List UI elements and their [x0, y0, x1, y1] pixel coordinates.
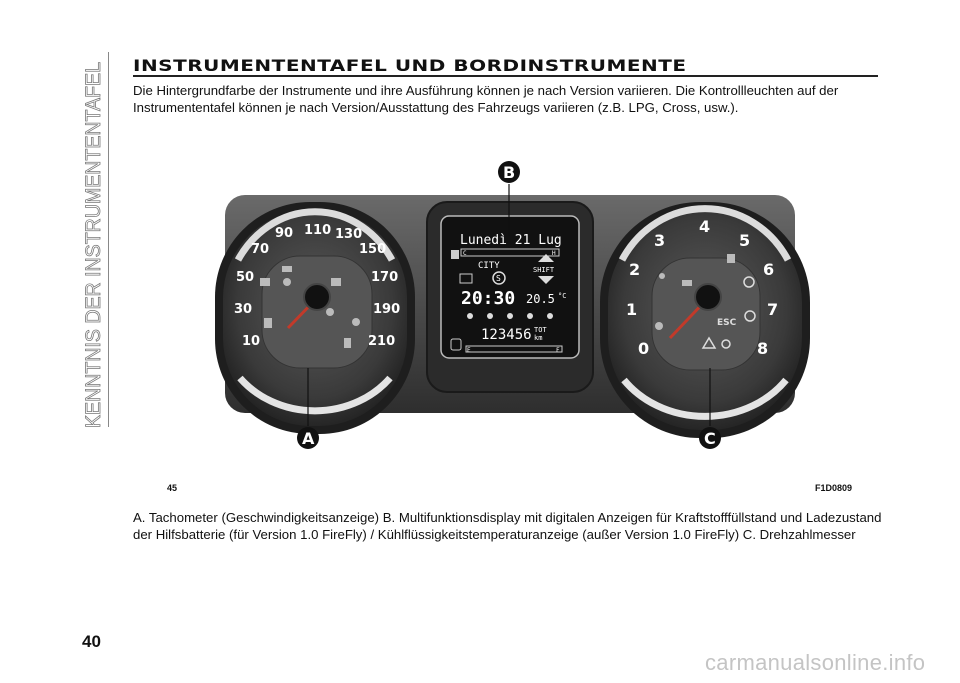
temp-gauge-low: C	[463, 250, 467, 257]
door-open-icon	[727, 254, 735, 263]
rpm-label-6: 6	[763, 260, 775, 279]
rpm-label-5: 5	[739, 231, 751, 250]
speedometer	[215, 202, 415, 434]
seat-belt-3-icon	[507, 313, 513, 319]
intro-paragraph: Die Hintergrundfarbe der Instrumente und ihre Ausführung können je nach Version variieren. Die Kontrollleuchten auf der Instrumententafel können je nach Version/Ausstattung des Fahrzeugs variieren (z.B. LPG, Cross, usw.).	[133, 83, 839, 115]
fuel-gauge-high: F	[556, 347, 560, 354]
page-heading: INSTRUMENTENTAFEL UND BORDINSTRUMENTE	[133, 56, 687, 75]
esc-icon: ESC	[717, 318, 737, 328]
odometer-label-bottom: km	[534, 334, 543, 342]
s-badge-label: S	[496, 274, 501, 283]
seat-belt-4-icon	[527, 313, 533, 319]
svg-text:A: A	[302, 429, 315, 448]
speed-label-210: 210	[368, 334, 396, 349]
fuel-gauge-low: E	[467, 347, 471, 354]
display-odometer: 123456	[481, 327, 532, 343]
figure-code: F1D0809	[815, 483, 853, 493]
display-temp-unit: °C	[558, 292, 567, 300]
display-temperature: 20.5	[526, 292, 555, 306]
rpm-label-1: 1	[626, 300, 638, 319]
svg-text:C: C	[704, 429, 716, 448]
battery-icon	[682, 280, 692, 286]
oil-pressure-icon	[659, 273, 665, 279]
esp-off-icon	[264, 318, 272, 328]
instrument-cluster-figure	[160, 150, 860, 480]
display-time: 20:30	[461, 288, 516, 309]
speed-label-170: 170	[371, 270, 399, 285]
shift-label: SHIFT	[533, 266, 555, 274]
speed-label-90: 90	[275, 226, 294, 241]
side-divider	[108, 52, 109, 427]
temp-gauge-high: H	[552, 250, 556, 257]
seat-belt-5-icon	[547, 313, 553, 319]
watermark: carmanualsonline.info	[705, 650, 926, 675]
seat-belt-1-icon	[467, 313, 473, 319]
section-side-title	[78, 35, 108, 430]
coolant-icon	[451, 250, 459, 259]
headlight-icon	[260, 278, 270, 286]
page-number: 40	[82, 632, 101, 651]
speed-label-50: 50	[236, 270, 255, 285]
speed-label-70: 70	[251, 242, 270, 257]
engine-check-icon	[655, 322, 663, 330]
airbag-icon	[326, 308, 334, 316]
figure-caption: A. Tachometer (Geschwindigkeitsanzeige) B. Multifunktionsdisplay mit digitalen Anzeigen für Kraftstofffüllstand und Ladezustand der Hilfsbatterie (für Version 1.0 FireFly) / Kühlflüssigkeitstemperaturanzeige (außer Version 1.0 FireFly) C. Drehzahlmesser	[133, 510, 882, 542]
svg-text:B: B	[503, 163, 516, 182]
rpm-label-3: 3	[654, 231, 666, 250]
rear-fog-icon	[331, 278, 341, 286]
tachometer	[600, 202, 810, 438]
odometer-label-top: TOT	[534, 326, 547, 334]
rpm-label-4: 4	[699, 217, 711, 236]
speed-label-110: 110	[304, 223, 332, 238]
rpm-label-7: 7	[767, 300, 779, 319]
speed-label-130: 130	[335, 227, 363, 242]
display-date: Lunedì 21 Lug	[460, 233, 562, 248]
fog-light-icon	[283, 278, 291, 286]
rpm-label-2: 2	[629, 260, 641, 279]
rpm-label-0: 0	[638, 339, 650, 358]
speed-label-190: 190	[373, 302, 401, 317]
speed-label-150: 150	[359, 242, 387, 257]
speed-label-30: 30	[234, 302, 253, 317]
turn-signal-icon	[282, 266, 292, 272]
heading-underline	[133, 75, 878, 77]
multifunction-display	[427, 202, 593, 392]
fuel-icon	[344, 338, 351, 348]
seat-belt-2-icon	[487, 313, 493, 319]
seatbelt-icon	[352, 318, 360, 326]
section-side-title-text: KENNTNIS DER INSTRUMENTENTAFEL	[82, 35, 105, 428]
drive-mode: CITY	[478, 261, 500, 271]
figure-number: 45	[167, 483, 178, 493]
rpm-label-8: 8	[757, 339, 769, 358]
speed-label-10: 10	[242, 334, 261, 349]
